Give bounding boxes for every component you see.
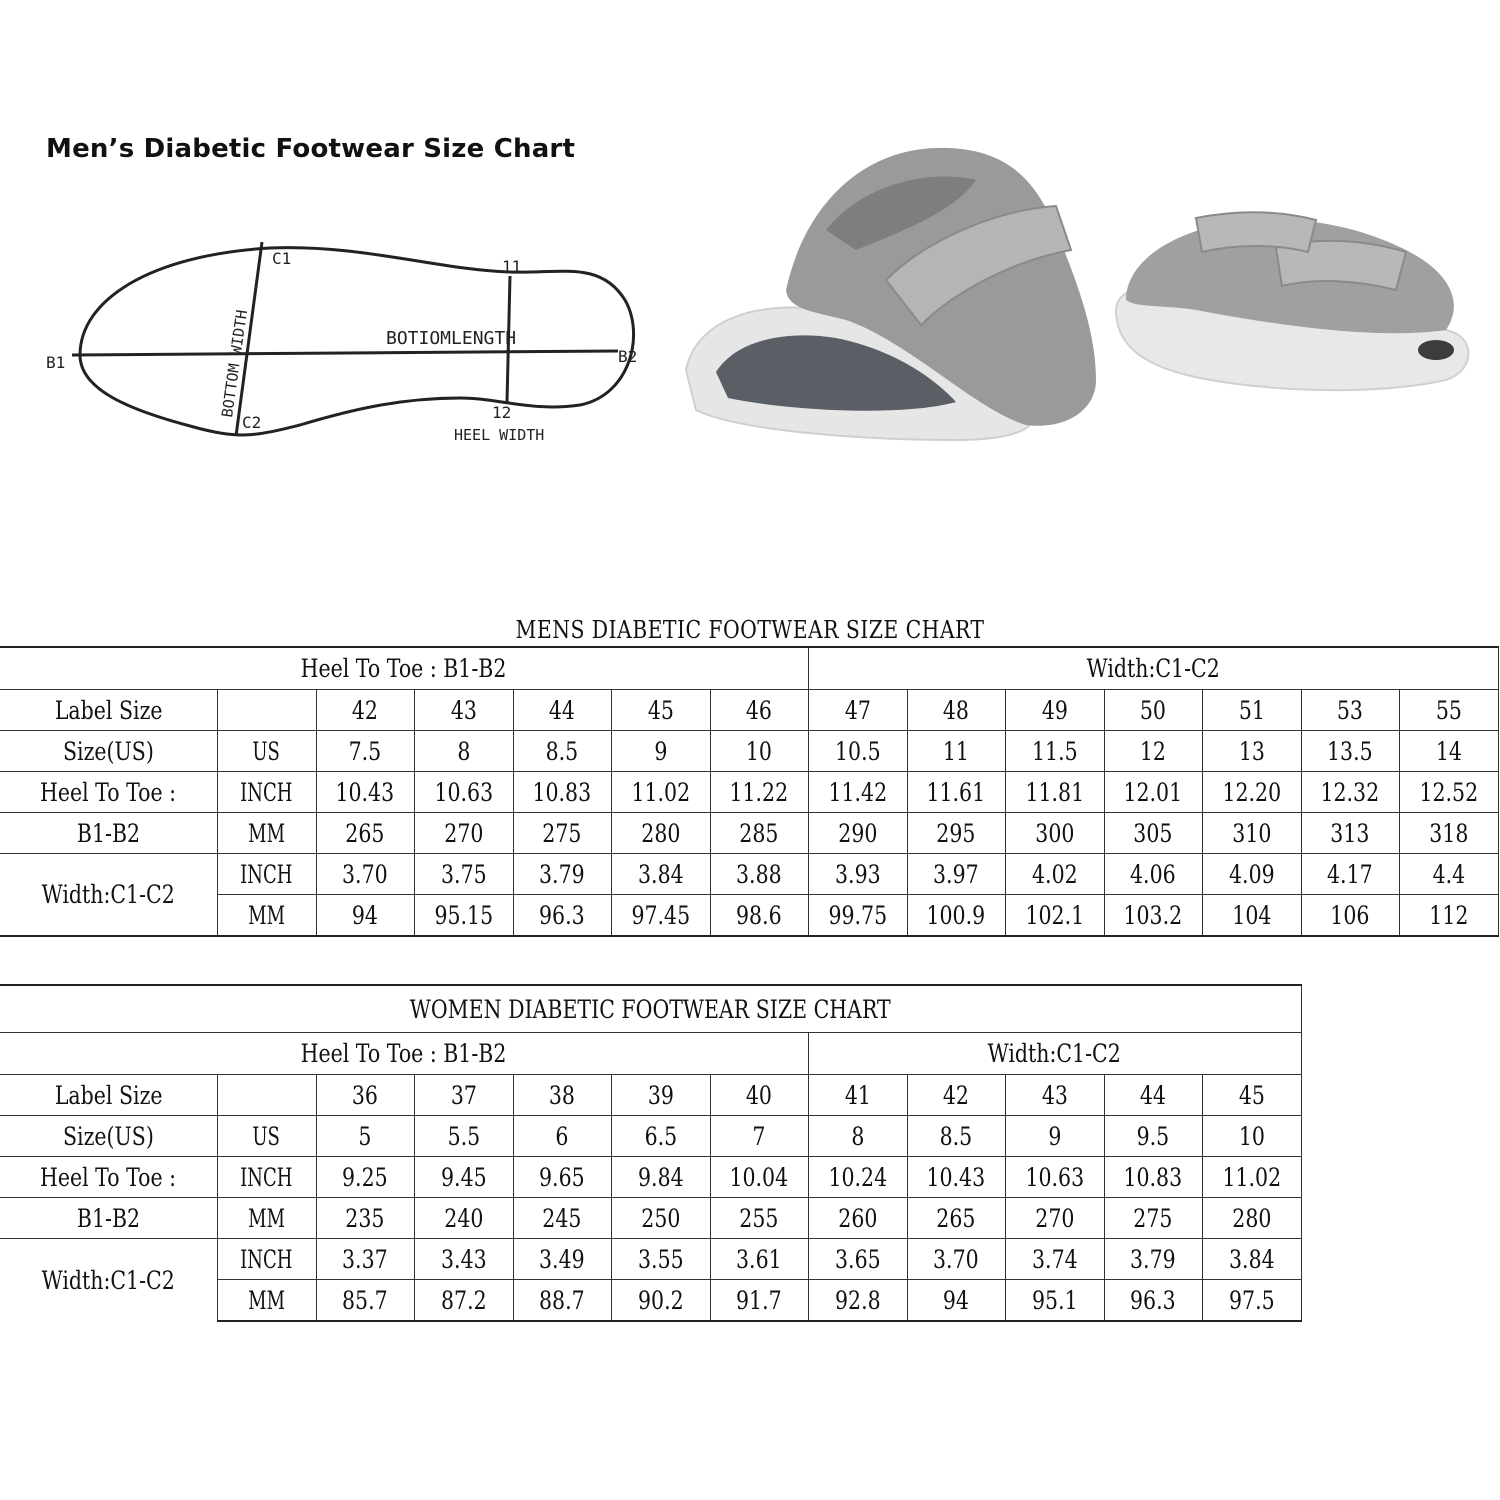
women-row-length-mm [0, 1198, 1301, 1239]
men-us-size-cell: 13.5 [1301, 731, 1399, 772]
men-length-mm-cell: 275 [513, 813, 611, 854]
women-row-us-size [0, 1116, 1301, 1157]
men-length-inch-cell: 12.52 [1399, 772, 1498, 813]
women-us-size-cell: 6 [513, 1116, 611, 1157]
men-width-inch-cell: 3.93 [808, 854, 907, 895]
men-row-label-size [0, 690, 1498, 731]
label-11: 11 [502, 257, 522, 276]
men-length-mm-cell: 295 [907, 813, 1005, 854]
women-us-size-cell: 9 [1005, 1116, 1104, 1157]
men-label-size-cell: 42 [316, 690, 414, 731]
men-length-inch-cell: 10.43 [316, 772, 414, 813]
men-length-inch-cell: 11.22 [710, 772, 808, 813]
women-length-inch-cell: 9.45 [414, 1157, 513, 1198]
bottom-length-line [72, 351, 618, 355]
men-width-mm-cell: 97.45 [611, 895, 710, 937]
label-b1: B1 [46, 353, 66, 372]
men-width-mm-cell: 103.2 [1104, 895, 1202, 937]
women-us-size-cell: 5.5 [414, 1116, 513, 1157]
women-chart-title: WOMEN DIABETIC FOOTWEAR SIZE CHART [0, 985, 1301, 1033]
women-length-mm-unit: MM [217, 1198, 316, 1239]
women-group-heel-to-toe: Heel To Toe : B1-B2 [0, 1033, 808, 1075]
men-width-mm-cell: 100.9 [907, 895, 1005, 937]
women-label-size-cell: 36 [316, 1075, 414, 1116]
women-width-mm-cell: 95.1 [1005, 1280, 1104, 1322]
women-group-width: Width:C1-C2 [808, 1033, 1301, 1075]
women-length-inch-cell: 10.63 [1005, 1157, 1104, 1198]
women-length-mm-cell: 275 [1104, 1198, 1202, 1239]
men-row-us-size [0, 731, 1498, 772]
women-label-size-cell: 40 [710, 1075, 808, 1116]
men-row-width-inch [0, 854, 1498, 895]
women-row-label-size [0, 1075, 1301, 1116]
left-shoe [686, 148, 1096, 440]
men-label-size-cell: 49 [1005, 690, 1104, 731]
men-us-size-cell: 12 [1104, 731, 1202, 772]
men-width-mm-cell: 106 [1301, 895, 1399, 937]
foot-outline [80, 248, 634, 435]
men-width-inch-cell: 3.70 [316, 854, 414, 895]
men-length-mm-cell: 285 [710, 813, 808, 854]
men-length-mm-cell: 300 [1005, 813, 1104, 854]
women-length-inch-cell: 10.83 [1104, 1157, 1202, 1198]
women-width-inch-cell: 3.37 [316, 1239, 414, 1280]
men-width-inch-cell: 3.75 [414, 854, 513, 895]
women-length-inch-cell: 9.65 [513, 1157, 611, 1198]
men-length-inch-cell: 12.01 [1104, 772, 1202, 813]
women-width-inch-cell: 3.43 [414, 1239, 513, 1280]
men-length-inch-cell: 11.81 [1005, 772, 1104, 813]
men-us-size-cell: 7.5 [316, 731, 414, 772]
men-width-inch-cell: 3.84 [611, 854, 710, 895]
right-shoe-strap-back [1196, 212, 1316, 252]
men-us-size-cell: 14 [1399, 731, 1498, 772]
men-width-mm-cell: 94 [316, 895, 414, 937]
women-width-inch-cell: 3.61 [710, 1239, 808, 1280]
men-width-inch-cell: 4.09 [1202, 854, 1301, 895]
men-group-heel-to-toe: Heel To Toe : B1-B2 [0, 647, 808, 690]
women-us-unit: US [217, 1116, 316, 1157]
men-label-size-cell: 47 [808, 690, 907, 731]
women-width-mm-cell: 85.7 [316, 1280, 414, 1322]
men-row-length-mm [0, 813, 1498, 854]
women-length-mm-cell: 240 [414, 1198, 513, 1239]
men-label-size-cell: 46 [710, 690, 808, 731]
men-label-size-cell: 43 [414, 690, 513, 731]
men-width-inch-cell: 4.17 [1301, 854, 1399, 895]
men-label-size-cell: 45 [611, 690, 710, 731]
women-width-inch-cell: 3.49 [513, 1239, 611, 1280]
women-width-inch-cell: 3.84 [1202, 1239, 1301, 1280]
men-width-mm-unit: MM [217, 895, 316, 937]
men-label-size-cell: 53 [1301, 690, 1399, 731]
women-width-mm-unit: MM [217, 1280, 316, 1322]
women-length-mm-cell: 255 [710, 1198, 808, 1239]
women-heel-to-toe-header-line2: B1-B2 [0, 1198, 217, 1239]
men-label-size-cell: 51 [1202, 690, 1301, 731]
men-heel-to-toe-header-line1: Heel To Toe : [0, 772, 217, 813]
women-width-mm-cell: 91.7 [710, 1280, 808, 1322]
label-b2: B2 [618, 347, 638, 366]
men-width-mm-cell: 98.6 [710, 895, 808, 937]
men-width-inch-cell: 3.88 [710, 854, 808, 895]
men-us-size-header: Size(US) [0, 731, 217, 772]
men-width-inch-cell: 3.97 [907, 854, 1005, 895]
men-length-mm-cell: 318 [1399, 813, 1498, 854]
men-length-mm-cell: 305 [1104, 813, 1202, 854]
men-label-size-cell: 44 [513, 690, 611, 731]
women-length-inch-cell: 9.84 [611, 1157, 710, 1198]
women-label-size-cell: 41 [808, 1075, 907, 1116]
men-us-size-cell: 11.5 [1005, 731, 1104, 772]
women-width-inch-unit: INCH [217, 1239, 316, 1280]
men-label-size-cell: 50 [1104, 690, 1202, 731]
women-us-size-cell: 9.5 [1104, 1116, 1202, 1157]
page-title: Men’s Diabetic Footwear Size Chart [46, 134, 576, 164]
men-us-unit: US [217, 731, 316, 772]
men-width-inch-cell: 4.02 [1005, 854, 1104, 895]
men-size-chart [0, 614, 1500, 937]
men-length-inch-unit: INCH [217, 772, 316, 813]
women-label-size-header: Label Size [0, 1075, 217, 1116]
men-length-mm-cell: 310 [1202, 813, 1301, 854]
men-length-inch-cell: 12.20 [1202, 772, 1301, 813]
men-us-size-cell: 8 [414, 731, 513, 772]
men-us-size-cell: 13 [1202, 731, 1301, 772]
right-shoe-air-cushion [1418, 340, 1454, 360]
men-us-size-cell: 11 [907, 731, 1005, 772]
men-length-inch-cell: 11.42 [808, 772, 907, 813]
women-width-header: Width:C1-C2 [0, 1239, 217, 1322]
women-width-mm-cell: 94 [907, 1280, 1005, 1322]
women-width-mm-cell: 87.2 [414, 1280, 513, 1322]
label-12: 12 [492, 403, 512, 422]
men-length-mm-cell: 313 [1301, 813, 1399, 854]
women-width-inch-cell: 3.70 [907, 1239, 1005, 1280]
women-label-size-cell: 45 [1202, 1075, 1301, 1116]
men-width-mm-cell: 95.15 [414, 895, 513, 937]
women-label-size-cell: 42 [907, 1075, 1005, 1116]
women-width-inch-cell: 3.55 [611, 1239, 710, 1280]
men-heel-to-toe-header-line2: B1-B2 [0, 813, 217, 854]
men-width-mm-cell: 102.1 [1005, 895, 1104, 937]
label-bottom-width: BOTTOM WIDTH [218, 308, 252, 419]
men-width-inch-cell: 3.79 [513, 854, 611, 895]
men-row-width-mm [0, 895, 1498, 937]
women-width-mm-cell: 92.8 [808, 1280, 907, 1322]
men-size-table [0, 646, 1499, 937]
men-length-mm-cell: 290 [808, 813, 907, 854]
men-label-size-empty [217, 690, 316, 731]
women-us-size-cell: 8.5 [907, 1116, 1005, 1157]
men-us-size-cell: 9 [611, 731, 710, 772]
men-length-mm-cell: 280 [611, 813, 710, 854]
women-us-size-header: Size(US) [0, 1116, 217, 1157]
women-us-size-cell: 10 [1202, 1116, 1301, 1157]
right-shoe [1116, 212, 1469, 390]
men-length-inch-cell: 11.61 [907, 772, 1005, 813]
men-width-inch-cell: 4.06 [1104, 854, 1202, 895]
women-us-size-cell: 6.5 [611, 1116, 710, 1157]
men-label-size-header: Label Size [0, 690, 217, 731]
women-length-inch-cell: 10.43 [907, 1157, 1005, 1198]
women-length-mm-cell: 260 [808, 1198, 907, 1239]
women-length-inch-unit: INCH [217, 1157, 316, 1198]
shoe-product-photo [676, 140, 1496, 460]
men-row-length-inch [0, 772, 1498, 813]
women-length-mm-cell: 270 [1005, 1198, 1104, 1239]
men-label-size-cell: 55 [1399, 690, 1498, 731]
men-us-size-cell: 10 [710, 731, 808, 772]
label-heel-width: HEEL WIDTH [454, 426, 545, 444]
label-c1: C1 [272, 249, 292, 268]
women-length-mm-cell: 235 [316, 1198, 414, 1239]
women-label-size-cell: 43 [1005, 1075, 1104, 1116]
women-width-mm-cell: 90.2 [611, 1280, 710, 1322]
women-width-mm-cell: 88.7 [513, 1280, 611, 1322]
women-row-length-inch [0, 1157, 1301, 1198]
women-length-inch-cell: 10.24 [808, 1157, 907, 1198]
men-length-mm-unit: MM [217, 813, 316, 854]
women-length-inch-cell: 10.04 [710, 1157, 808, 1198]
men-length-inch-cell: 10.83 [513, 772, 611, 813]
women-heel-to-toe-header-line1: Heel To Toe : [0, 1157, 217, 1198]
men-group-width: Width:C1-C2 [808, 647, 1498, 690]
women-us-size-cell: 7 [710, 1116, 808, 1157]
men-chart-title: MENS DIABETIC FOOTWEAR SIZE CHART [515, 616, 985, 644]
women-width-inch-cell: 3.65 [808, 1239, 907, 1280]
women-length-mm-cell: 265 [907, 1198, 1005, 1239]
men-length-inch-cell: 12.32 [1301, 772, 1399, 813]
women-label-size-cell: 37 [414, 1075, 513, 1116]
women-width-mm-cell: 96.3 [1104, 1280, 1202, 1322]
men-width-mm-cell: 99.75 [808, 895, 907, 937]
men-width-inch-unit: INCH [217, 854, 316, 895]
label-c2: C2 [242, 413, 262, 432]
men-length-inch-cell: 10.63 [414, 772, 513, 813]
men-length-mm-cell: 270 [414, 813, 513, 854]
foot-outline-diagram [40, 230, 660, 460]
women-row-width-inch [0, 1239, 1301, 1280]
men-width-mm-cell: 112 [1399, 895, 1498, 937]
men-width-mm-cell: 96.3 [513, 895, 611, 937]
women-label-size-cell: 38 [513, 1075, 611, 1116]
men-us-size-cell: 10.5 [808, 731, 907, 772]
women-us-size-cell: 5 [316, 1116, 414, 1157]
women-length-mm-cell: 280 [1202, 1198, 1301, 1239]
women-us-size-cell: 8 [808, 1116, 907, 1157]
men-label-size-cell: 48 [907, 690, 1005, 731]
women-size-chart [0, 984, 1302, 1322]
women-width-inch-cell: 3.79 [1104, 1239, 1202, 1280]
women-length-mm-cell: 250 [611, 1198, 710, 1239]
women-label-size-empty [217, 1075, 316, 1116]
men-length-mm-cell: 265 [316, 813, 414, 854]
women-length-inch-cell: 9.25 [316, 1157, 414, 1198]
women-length-mm-cell: 245 [513, 1198, 611, 1239]
women-width-inch-cell: 3.74 [1005, 1239, 1104, 1280]
women-size-table [0, 984, 1302, 1322]
men-us-size-cell: 8.5 [513, 731, 611, 772]
men-width-mm-cell: 104 [1202, 895, 1301, 937]
women-label-size-cell: 44 [1104, 1075, 1202, 1116]
label-bottom-length: BOTIOMLENGTH [386, 328, 517, 349]
men-width-header: Width:C1-C2 [0, 854, 217, 937]
women-label-size-cell: 39 [611, 1075, 710, 1116]
women-width-mm-cell: 97.5 [1202, 1280, 1301, 1322]
men-width-inch-cell: 4.4 [1399, 854, 1498, 895]
women-length-inch-cell: 11.02 [1202, 1157, 1301, 1198]
men-length-inch-cell: 11.02 [611, 772, 710, 813]
